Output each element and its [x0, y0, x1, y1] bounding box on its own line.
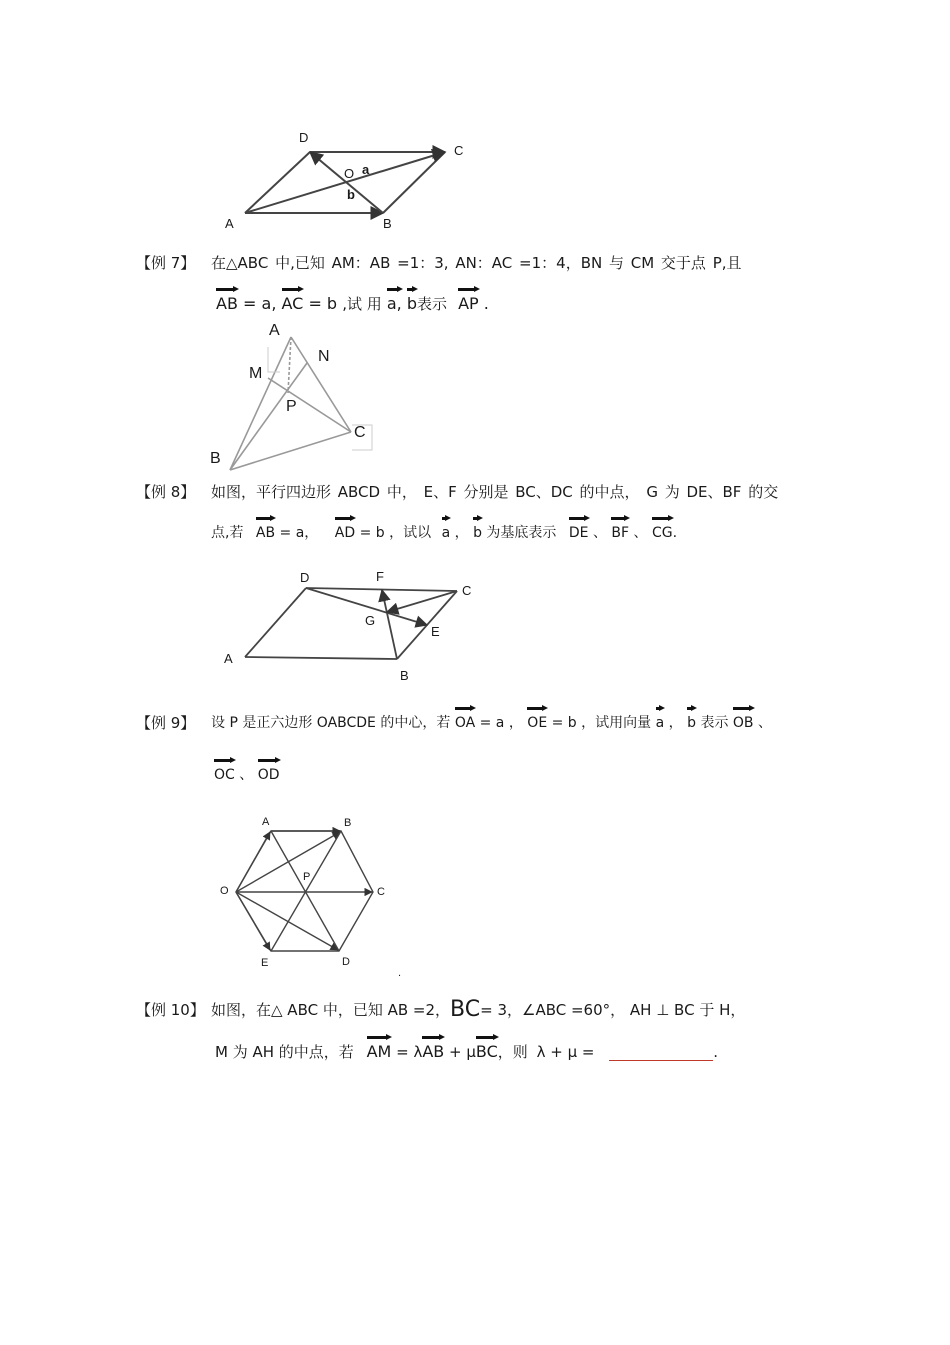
text-then: ，则: [497, 1043, 528, 1061]
vector-AP: AP: [458, 294, 479, 313]
vector-OA: OA: [454, 715, 476, 731]
ex8-label-E: E: [431, 624, 440, 639]
answer-blank[interactable]: [609, 1044, 713, 1061]
text-try-use: ,试 用: [342, 295, 382, 313]
ex9-label-D: D: [342, 956, 350, 968]
text-let-p: 设 P 是正六边形 OABCDE 的中心，若: [211, 715, 451, 731]
ex9-label-P: P: [303, 871, 311, 883]
text-represent: 表示: [416, 295, 447, 313]
comma-1: ，: [508, 715, 523, 731]
vector-a: a: [441, 525, 451, 541]
ex7-label-C: C: [354, 424, 366, 441]
ex8-label-G: G: [365, 613, 376, 628]
example-7-line-1: 在△ABC 中,已知 AM：AB =1：3, AN：AC =1：4，BN 与 CM 交于点 P,且: [211, 254, 742, 272]
period: .: [483, 294, 489, 313]
vector-b: b: [687, 715, 696, 731]
separator: 、: [239, 767, 254, 783]
ex7-label-N: N: [318, 348, 330, 365]
period: .: [672, 525, 678, 541]
vector-OC: OC: [214, 767, 235, 783]
vector-OE: OE: [527, 715, 548, 731]
equals-a: = a，: [279, 525, 319, 541]
text-represent: 表示: [700, 715, 729, 731]
text-bc-large: BC: [450, 997, 481, 1022]
vector-DE: DE: [568, 525, 589, 541]
vector-a: a: [655, 715, 665, 731]
vector-b: b: [473, 525, 482, 541]
fig1-label-D: D: [299, 130, 309, 145]
text-use-base: ，试以: [389, 525, 432, 541]
fig1-label-C: C: [454, 143, 464, 158]
separator-1: 、: [592, 525, 607, 541]
plus-mu: + μ: [449, 1043, 476, 1061]
vector-AM: AM: [366, 1042, 392, 1061]
example-10-line-2: [215, 1043, 718, 1061]
vector-CG: CG: [651, 525, 673, 541]
equals-a: = a: [479, 715, 505, 731]
text-try-vectors: ，试用向量: [581, 715, 652, 731]
text-as-basis: 为基底表示: [486, 525, 557, 541]
vector-b: b: [406, 294, 417, 313]
ex9-dot: .: [398, 967, 402, 979]
ex8-label-B: B: [400, 668, 409, 683]
text-m-midpoint: M 为 AH 的中点，若: [215, 1043, 354, 1061]
separator-2: 、: [633, 525, 648, 541]
vector-BF: BF: [611, 525, 630, 541]
ex7-label-M: M: [249, 365, 263, 382]
example-7-tag: 【例 7】: [136, 254, 196, 272]
ex9-label-B: B: [344, 817, 352, 829]
vector-BC: BC: [475, 1042, 498, 1061]
ex8-label-D: D: [300, 570, 310, 585]
example-10-tag: 【例 10】: [136, 1001, 205, 1019]
equals-b: = b: [359, 525, 385, 541]
example-8-tag: 【例 8】: [136, 483, 196, 501]
vector-AB: AB: [216, 294, 238, 313]
ex8-label-C: C: [462, 583, 472, 598]
comma: ，: [454, 525, 469, 541]
ex9-label-C: C: [377, 886, 385, 898]
lambda-plus-mu: λ + μ =: [536, 1043, 595, 1061]
vector-OD: OD: [257, 767, 280, 783]
fig1-label-vec-b: b: [347, 187, 355, 202]
ex9-label-A: A: [262, 816, 270, 828]
ex9-label-O: O: [220, 885, 229, 897]
ex7-label-A: A: [269, 322, 280, 339]
vector-AB: AB: [422, 1042, 445, 1061]
fig1-label-vec-a: a: [362, 162, 370, 177]
vector-AC: AC: [281, 294, 304, 313]
vector-a: a,: [386, 294, 402, 313]
equals-a: = a,: [243, 294, 277, 313]
ex7-label-B: B: [210, 450, 221, 467]
ex8-label-A: A: [224, 651, 233, 666]
text-given-rest: = 3，∠ABC =60°， AH ⊥ BC 于 H，: [480, 1001, 746, 1019]
text-given-ab: 如图，在△ ABC 中，已知 AB =2，: [211, 1001, 451, 1019]
ex7-label-P: P: [286, 398, 297, 415]
fig1-label-O: O: [344, 166, 355, 181]
vector-AB: AB: [255, 525, 276, 541]
text-point-if: 点,若: [211, 525, 244, 541]
separator: 、: [757, 715, 772, 731]
example-10-line-1: [211, 997, 746, 1022]
vector-OB: OB: [732, 715, 754, 731]
ex9-label-E: E: [261, 957, 269, 969]
equals-b: = b: [308, 294, 338, 313]
equals-lambda: = λ: [396, 1043, 423, 1061]
vector-AD: AD: [334, 525, 356, 541]
ex8-label-F: F: [376, 569, 384, 584]
period: .: [713, 1043, 719, 1061]
fig1-label-A: A: [225, 216, 234, 231]
example-9-tag: 【例 9】: [136, 714, 196, 732]
comma-2: ，: [668, 715, 683, 731]
example-8-line-1: 如图，平行四边形 ABCD 中， E、F 分别是 BC、DC 的中点， G 为 DE、BF 的交: [211, 483, 779, 501]
equals-b: = b: [551, 715, 577, 731]
fig1-label-B: B: [383, 216, 392, 231]
